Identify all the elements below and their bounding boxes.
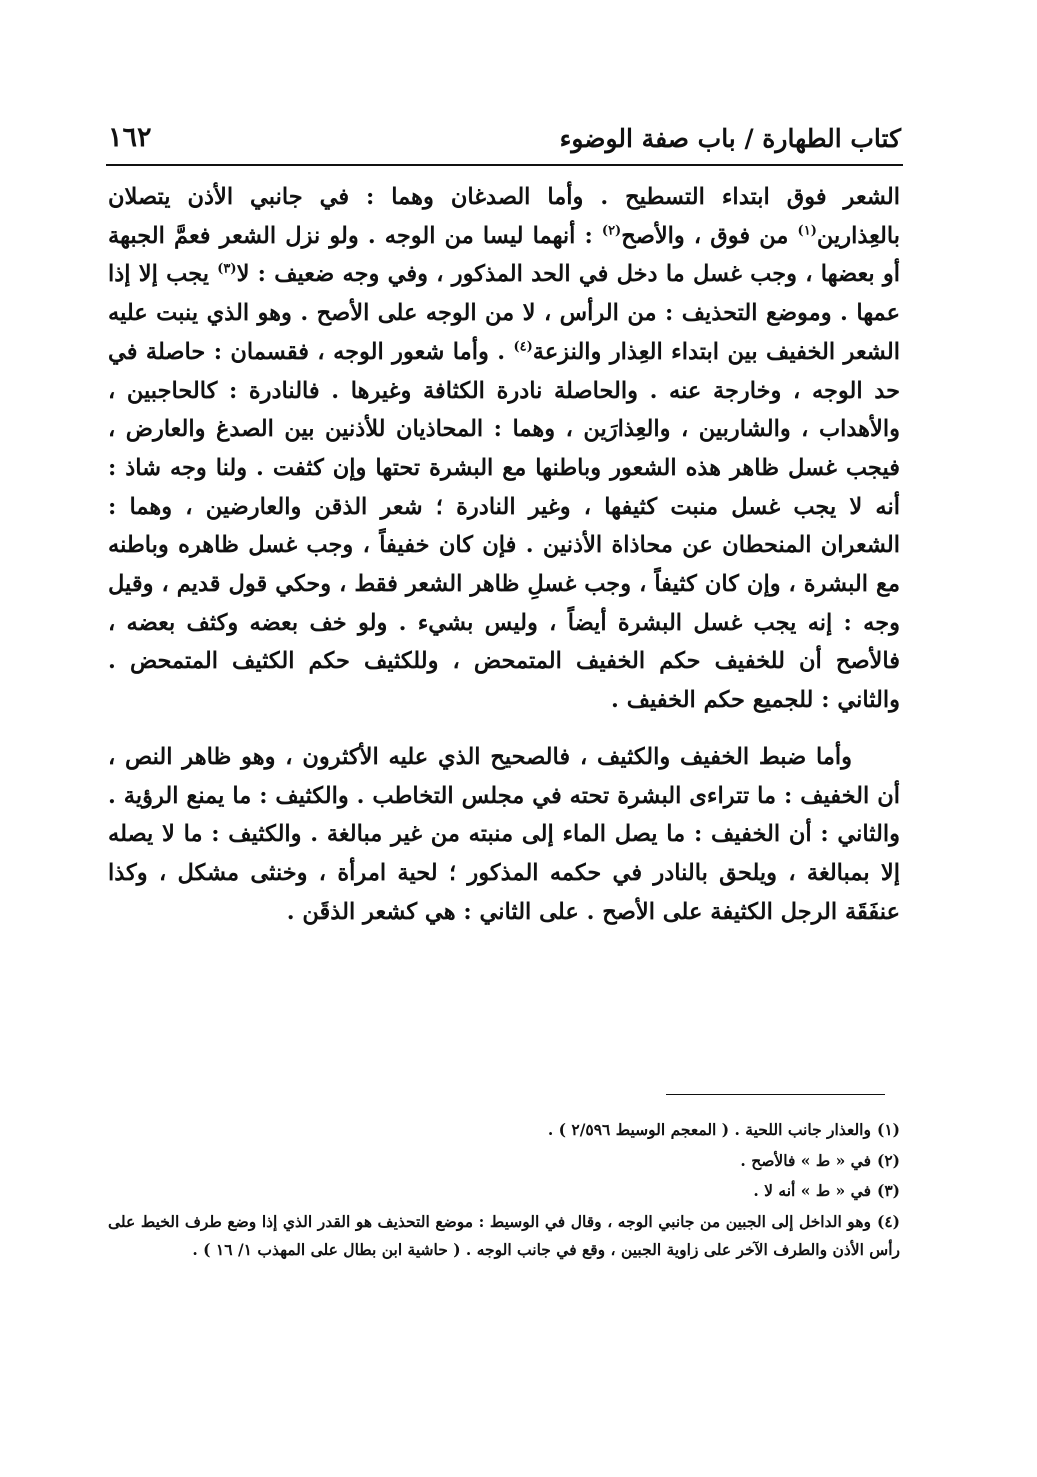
header-rule [106,164,903,166]
footnote-mark: (٤) [876,1211,900,1231]
footnote-mark: (٢) [876,1150,900,1170]
footnotes [108,1116,900,1267]
footnote-1 [108,1116,900,1145]
page-number: ١٦٢ [108,122,152,153]
paragraph-2: وأما ضبط الخفيف والكثيف ، فالصحيح الذي عليه الأكثرون ، وهو ظاهر النص ، أن الخفيف : ما تتراءى البشرة تحته في مجلس التخاطب . والكثيف : ما يمنع الرؤية . والثاني : أن الخفيف : ما يصل الماء إلى منبته من غير مبالغة . والكثيف : ما لا يصله إلا بمبالغة ، ويلحق بالنادر في حكمه المذكور ؛ لحية امرأة ، وخنثى مشكل ، وكذا عنفَقَة الرجل الكثيفة على الأصح . على الثاني : هي كشعر الذقَن . [108,743,900,925]
footnote-mark: (١) [876,1120,900,1139]
paragraph-1 [108,178,900,720]
footnote-4 [108,1208,900,1265]
footnote-3 [108,1177,900,1206]
footnote-2 [108,1147,900,1176]
footnote-mark: (٣) [876,1181,900,1200]
footnote-ref-2: (٢) [601,223,622,239]
footnote-separator [666,1094,885,1095]
footnote-ref-3: (٣) [217,261,237,277]
footnote-text: والعذار جانب اللحية . ( المعجم الوسيط ٢/٥٩٦ ) . [547,1120,871,1139]
running-title: كتاب الطهارة / باب صفة الوضوء [559,124,901,153]
text-segment: من فوق ، والأصح [621,222,798,249]
main-text [108,178,900,931]
page-header [108,118,901,164]
footnote-ref-4: (٤) [513,339,533,355]
footnote-text: وهو الداخل إلى الجبين من جانبي الوجه ، وقال في الوسيط : موضع التحذيف هو القدر الذي إذا وضع طرف الخيط على رأس الأذن والطرف الآخر على زاوية الجبين ، وقع في جانب الوجه . ( حاشية ابن بطال على المهذب ١/ ١٦ ) . [108,1211,900,1259]
text-segment: يجب إلا إذا عمها . وموضع التحذيف : من الرأس ، لا من الوجه على الأصح . وهو الذي ينبت عليه الشعر الخفيف بين ابتداء العِذار والنزعة [108,261,900,365]
text-segment: : أنهما ليسا من الوجه . ولو نزل الشعر فعمَّ الجبهة أو بعضها ، وجب غسل ما دخل في الحد المذكور ، وفي وجه ضعيف : لا [108,222,900,288]
footnote-text: في « ط » أنه لا . [753,1181,871,1200]
footnote-ref-1: (١) [797,223,817,239]
text-segment: . وأما شعور الوجه ، فقسمان : حاصلة في حد الوجه ، وخارجة عنه . والحاصلة نادرة الكثافة وغيرها . فالنادرة : كالحاجبين ، والأهداب ، والشاربين ، والعِذارَين ، وهما : المحاذيان للأذنين بين الصدغ والعارض ، فيجب غسل ظاهر هذه الشعور وباطنها مع البشرة تحتها وإن كثفت . ولنا وجه شاذ : أنه لا يجب غسل منبت كثيفها ، وغير النادرة ؛ شعر الذقن والعارضين ، وهما : الشعران المنحطان عن محاذاة الأذنين . فإن كان خفيفاً ، وجب غسل ظاهره وباطنه مع البشرة ، وإن كان كثيفاً ، وجب غسلِ ظاهر الشعر فقط ، وحكي قول قديم ، وقيل وجه : إنه يجب غسل البشرة أيضاً ، وليس بشيء . ولو خف بعضه وكثف بعضه ، فالأصح أن للخفيف حكم الخفيف المتمحض ، وللكثيف حكم الكثيف المتمحض . والثاني : للجميع حكم الخفيف . [108,338,900,714]
footnote-text: في « ط » فالأصح . [740,1150,871,1170]
text-segment: الشعر فوق ابتداء التسطيح . وأما الصدغان وهما : في جانبي الأذن يتصلان بالعِذارين [108,184,900,249]
